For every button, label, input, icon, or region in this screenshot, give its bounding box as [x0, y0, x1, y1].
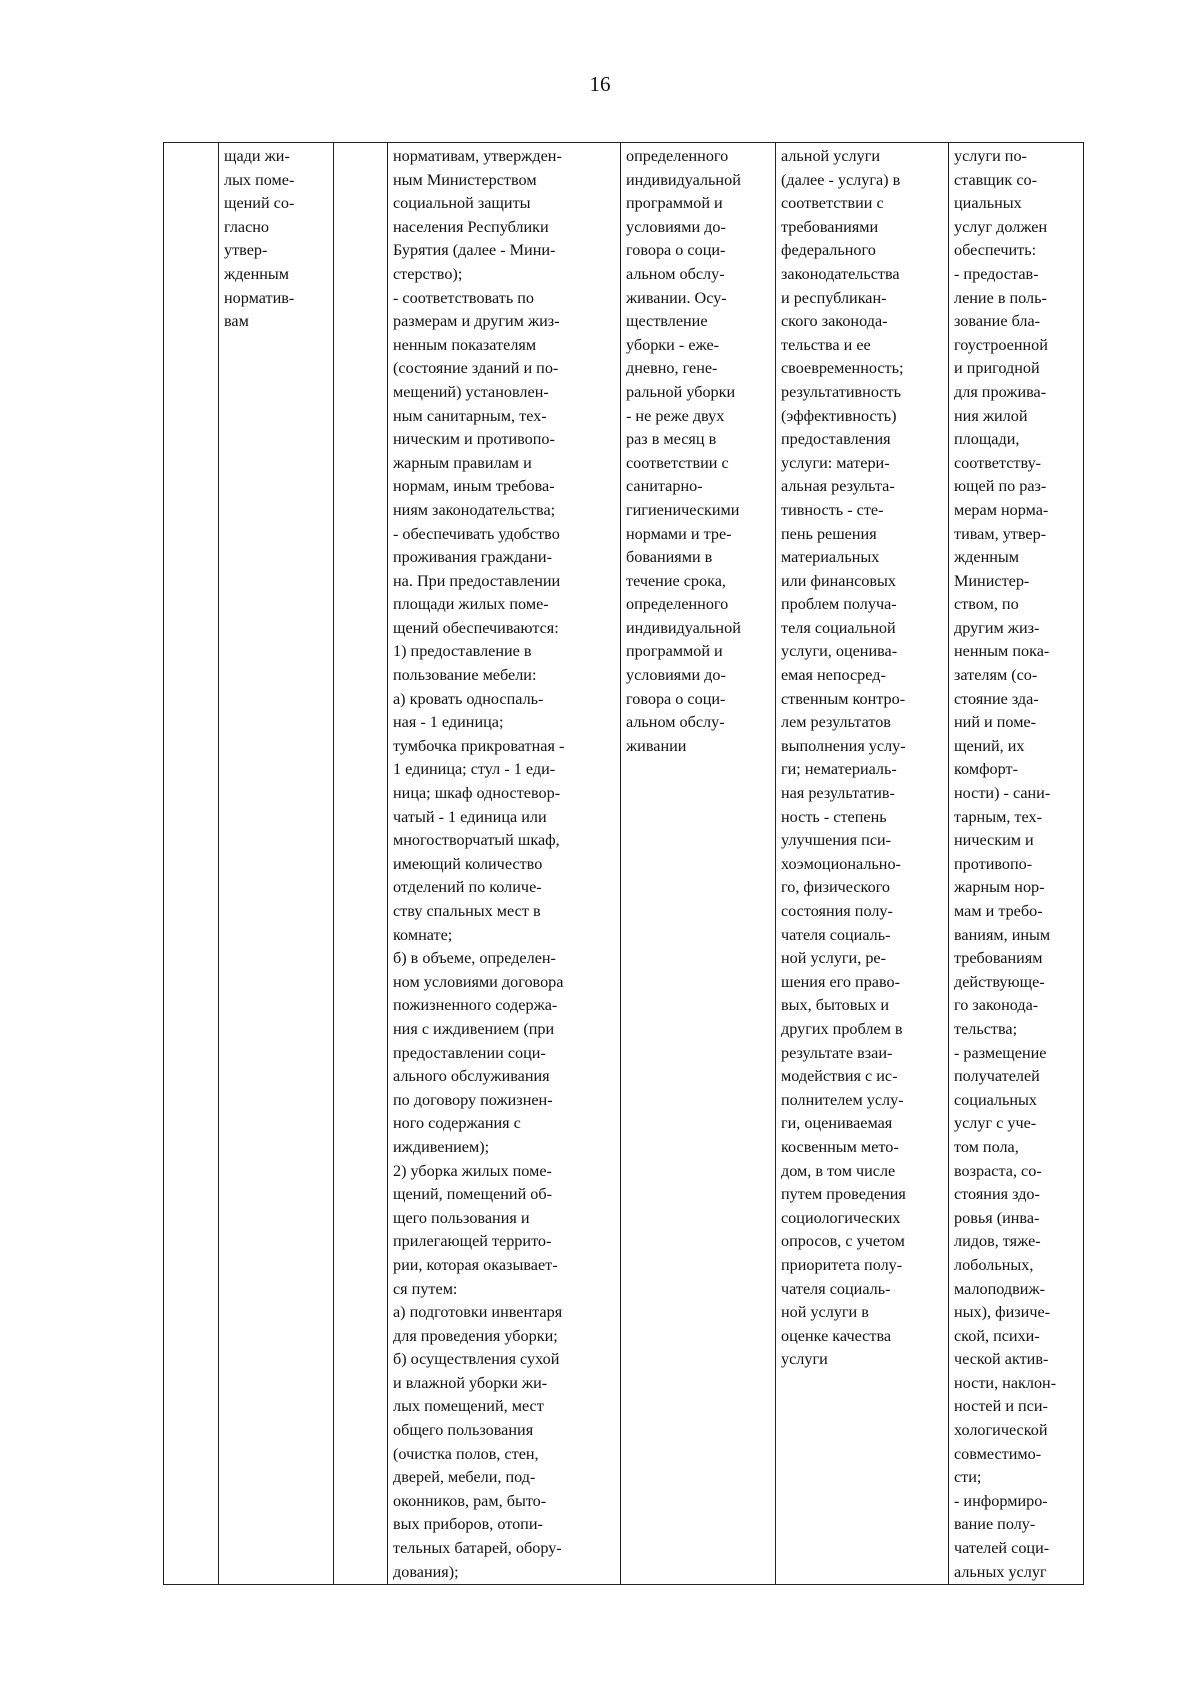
table-cell-description: нормативам, утвержден- ным Министерством социальной защиты населения Республики Бурятия (далее - Мини- стерство); - соответствовать по размерам и другим жиз- ненным показателям (состояние зданий и по- мещений) установлен- ным санитарным, тех- ническим и противопо- жарным правилам и нормам, иным требова- ниям законодательства; - обеспечивать удобство проживания граждани- на. При предоставлении площади жилых поме- щений обеспечиваются: 1) предоставление в пользование мебели: а) кровать односпаль- ная - 1 единица; тумбочка прикроватная - 1 единица; стул - 1 еди- ница; шкаф одностевор- чатый - 1 единица или многостворчатый шкаф, имеющий количество отделений по количе- ству спальных мест в комнате; б) в объеме, определен- ном условиями договора пожизненного содержа- ния с иждивением (при предоставлении соци- ального обслуживания по договору пожизнен- ного содержания с иждивением); 2) уборка жилых поме- щений, помещений об- щего пользования и прилегающей террито- рии, которая оказывает- ся путем: а) подготовки инвентаря для проведения уборки; б) осуществления сухой и влажной уборки жи- лых помещений, мест общего пользования (очистка полов, стен, дверей, мебели, под- оконников, рам, быто- вых приборов, отопи- тельных батарей, обору- дования);	[388, 143, 621, 1585]
table-cell-quality-indicators: альной услуги (далее - услуга) в соответствии с требованиями федерального законодательства и республикан- ского законода- тельства и ее своевременность; результативность (эффективность) предоставления услуги: матери- альная результа- тивность - сте- пень решения материальных или финансовых проблем получа- теля социальной услуги, оценива- емая непосред- ственным контро- лем результатов выполнения услу- ги; нематериаль- ная результатив- ность - степень улучшения пси- хоэмоционально- го, физического состояния полу- чателя социаль- ной услуги, ре- шения его право- вых, бытовых и других проблем в результате взаи- модействия с ис- полнителем услу- ги, оцениваемая косвенным мето- дом, в том числе путем проведения социологических опросов, с учетом приоритета полу- чателя социаль- ной услуги в оценке качества услуги	[776, 143, 949, 1585]
table-row	[164, 143, 1084, 1585]
table-cell-terms: определенного индивидуальной программой и условиями до- говора о соци- альном обслу- живании. Осу- ществление уборки - еже- дневно, гене- ральной уборки - не реже двух раз в месяц в соответствии с санитарно- гигиеническими нормами и тре- бованиями в течение срока, определенного индивидуальной программой и условиями до- говора о соци- альном обслу- живании	[621, 143, 776, 1585]
table-cell-conditions: услуги по- ставщик со- циальных услуг должен обеспечить: - предостав- ление в поль- зование бла- гоустроенной и пригодной для прожива- ния жилой площади, соответству- ющей по раз- мерам норма- тивам, утвер- жденным Министер- ством, по другим жиз- ненным пока- зателям (со- стояние зда- ний и поме- щений, их комфорт- ности) - сани- тарным, тех- ническим и противопо- жарным нор- мам и требо- ваниям, иным требованиям действующе- го законода- тельства; - размещение получателей социальных услуг с уче- том пола, возраста, со- стояния здо- ровья (инва- лидов, тяже- лобольных, малоподвиж- ных), физиче- ской, психи- ческой актив- ности, наклон- ностей и пси- хологической совместимо- сти; - информиро- вание полу- чателей соци- альных услуг	[949, 143, 1084, 1585]
table-cell-service-name: щади жи- лых поме- щений со- гласно утвер- жденным норматив- вам	[219, 143, 334, 1585]
table-cell-empty	[334, 143, 388, 1585]
services-table	[163, 142, 1084, 1585]
table-cell-number	[164, 143, 219, 1585]
page-number: 16	[589, 72, 611, 96]
